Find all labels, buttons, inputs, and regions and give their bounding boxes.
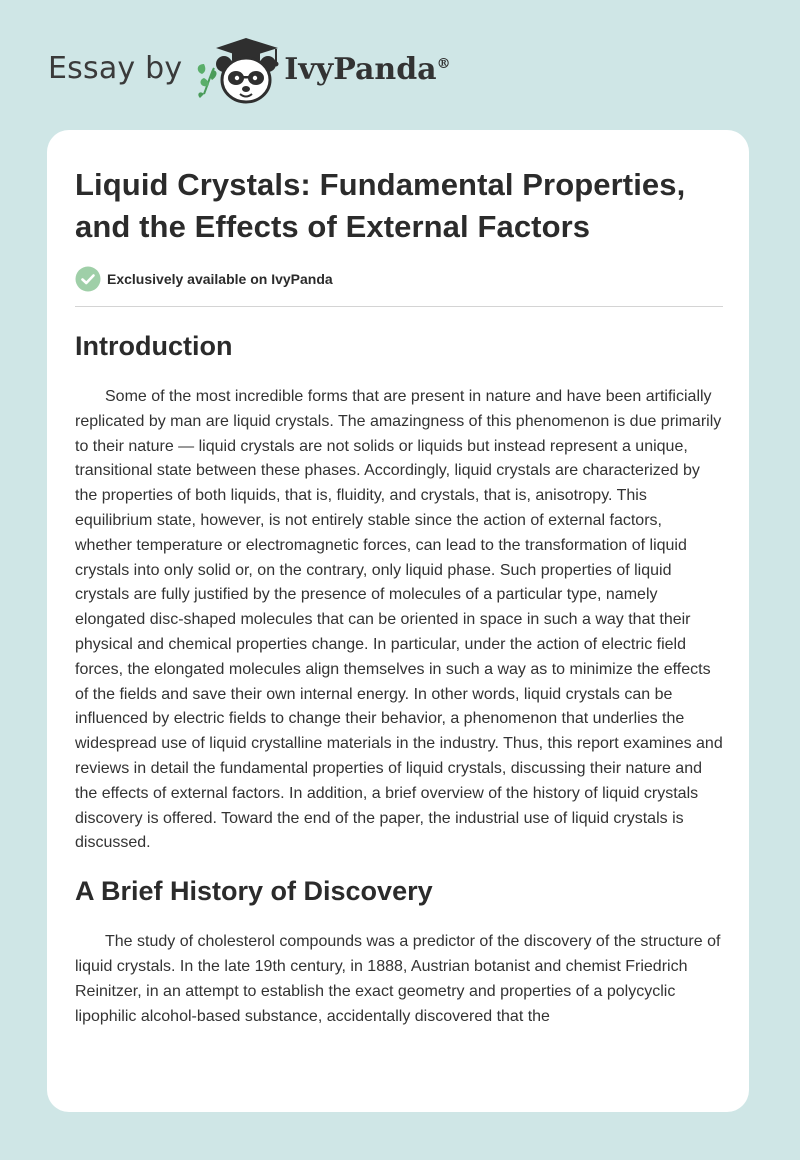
section-introduction: [75, 329, 723, 856]
section-paragraph: Some of the most incredible forms that are present in nature and have been artificially replicated by man are liquid crystals. The amazingness of this phenomenon is due primarily to their nature — liquid crystals are not solids or liquids but instead represent a unique, transitional state between these phases. Accordingly, liquid crystals are characterized by the properties of both liquids, that is, fluidity, and crystals, that is, anisotropy. This equilibrium state, however, is not entirely stable since the action of external factors, whether temperature or electromagnetic forces, can lead to the transformation of liquid crystals into only solid or, on the contrary, only liquid phase. Such properties of liquid crystals are fully justified by the presence of molecules of a particular type, namely elongated disc-shaped molecules that can be oriented in space in such a way that their physical and chemical properties change. In particular, under the action of electric field forces, the elongated molecules align themselves in such a way as to minimize the effects of the fields and save their own internal energy. In other words, liquid crystals can be influenced by electric fields to change their behavior, a phenomenon that underlies the widespread use of liquid crystalline materials in the industry. Thus, this report examines and reviews in detail the fundamental properties of liquid crystals, discussing their nature and the effects of external factors. In addition, a brief overview of the history of liquid crystals discovery is offered. Toward the end of the paper, the industrial use of liquid crystals is discussed.: [75, 388, 723, 852]
brand-prefix: Essay by: [48, 50, 183, 86]
section-heading: Introduction: [75, 331, 233, 361]
article-card: [47, 130, 749, 1112]
panda-graduate-icon: [192, 34, 282, 106]
section-paragraph: The study of cholesterol compounds was a predictor of the discovery of the structure of liquid crystals. In the late 19th century, in 1888, Austrian botanist and chemist Friedrich Reinitzer, in an attempt to establish the exact geometry and properties of a polycyclic lipophilic alcohol-based substance, accidentally discovered that the: [75, 933, 721, 1025]
exclusive-badge-text: Exclusively available on IvyPanda: [107, 271, 333, 287]
brand-name-text: IvyPanda: [284, 51, 437, 87]
article-title: Liquid Crystals: Fundamental Properties, and the Effects of External Factors: [75, 167, 686, 244]
section-heading: A Brief History of Discovery: [75, 876, 433, 907]
exclusive-badge: [75, 266, 723, 292]
check-circle-icon: [75, 266, 101, 292]
registered-mark: ®: [436, 55, 451, 72]
title-divider: [75, 306, 723, 307]
brand-header[interactable]: [48, 34, 451, 106]
article-content: [75, 164, 723, 1029]
section-history: [75, 874, 723, 1029]
brand-name: [284, 52, 450, 87]
